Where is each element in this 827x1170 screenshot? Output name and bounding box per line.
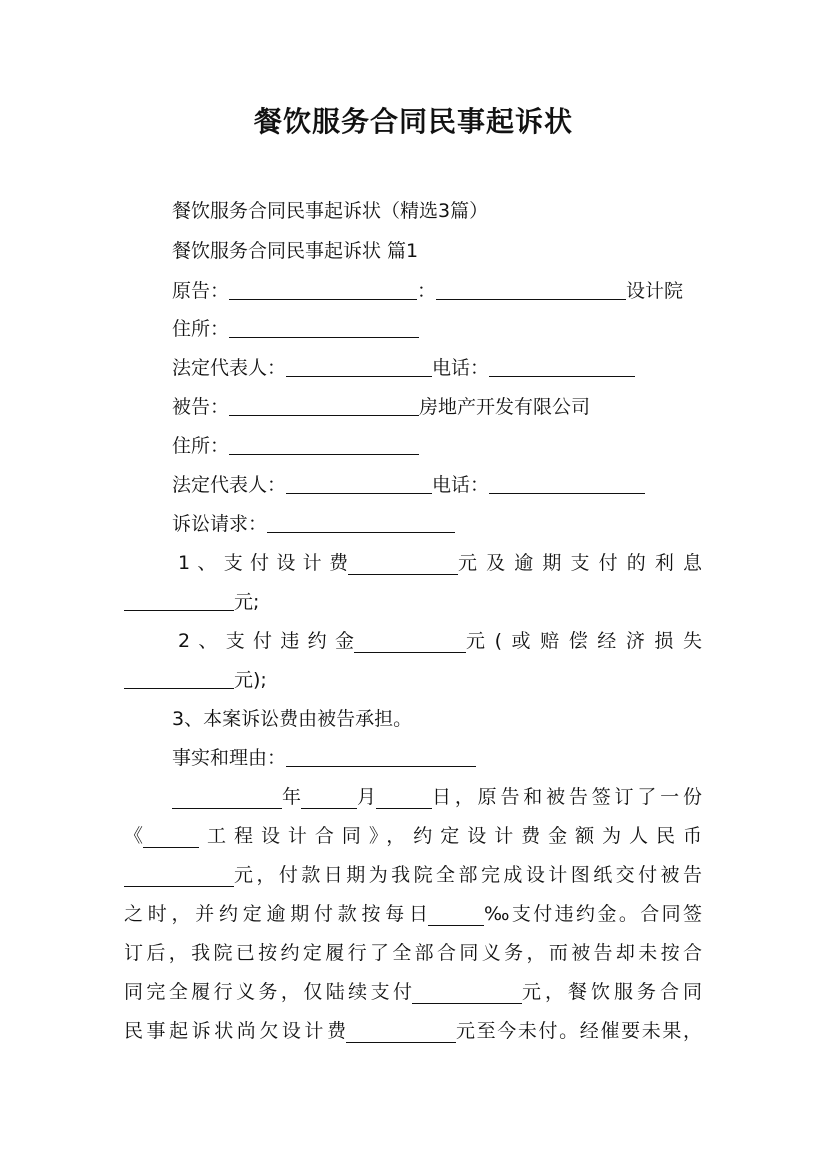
claim2-cont-line [124, 669, 267, 692]
legal-rep2-label: 法定代表人： [172, 474, 287, 496]
facts-blank [286, 747, 476, 767]
phone-label: 电话： [432, 357, 490, 379]
plaintiff-label: 原告： [172, 280, 230, 302]
claim1-line [178, 552, 702, 575]
claim1-text-c: 元; [234, 591, 260, 613]
defendant-label: 被告： [172, 396, 230, 418]
para4-text-a: 之时，并约定逾期付款按每日 [124, 903, 428, 925]
defendant-suffix: 房地产开发有限公司 [419, 396, 591, 418]
claim1-text-a: 1、支付设计费 [178, 552, 348, 574]
defendant-line [172, 396, 590, 419]
project-blank [143, 828, 199, 848]
para-line-6 [124, 981, 702, 1004]
para-line-7 [124, 1020, 702, 1043]
claim1-cont-line [124, 591, 259, 614]
document-subtitle: 餐饮服务合同民事起诉状（精选3篇） [172, 200, 489, 222]
claim3-line: 3、本案诉讼费由被告承担。 [172, 708, 413, 730]
year-label: 年 [282, 786, 302, 808]
claim1-text-b: 元及逾期支付的利息 [458, 552, 702, 574]
claims-blank [267, 513, 455, 533]
legal-rep-label: 法定代表人： [172, 357, 287, 379]
para-line-5: 订后，我院已按约定履行了全部合同义务，而被告却未按合 [124, 942, 702, 964]
claim2-line [178, 630, 702, 653]
facts-line [172, 747, 476, 770]
legal-rep-blank [286, 357, 432, 377]
claim2-text-b: 元(或赔偿经济损失 [466, 630, 702, 652]
month-blank [301, 789, 357, 809]
phone-blank [489, 357, 635, 377]
plaintiff-suffix: 设计院 [626, 280, 684, 302]
claim2-text-a: 2、支付违约金 [178, 630, 354, 652]
claim2-blank-2 [124, 669, 234, 689]
plaintiff-blank-2 [436, 280, 626, 300]
facts-label: 事实和理由： [172, 747, 287, 769]
claim2-blank-1 [354, 633, 466, 653]
owed-blank [346, 1023, 456, 1043]
phone2-blank [489, 474, 645, 494]
plaintiff-line [172, 280, 683, 303]
legal-rep2-line [172, 474, 645, 497]
year-blank [172, 789, 282, 809]
para4-text-b: ‰支付违约金。合同签 [484, 903, 702, 925]
address2-label: 住所： [172, 435, 230, 457]
address2-line [172, 435, 419, 458]
day-text: 日，原告和被告签订了一份 [432, 786, 702, 808]
para-line-2 [124, 825, 702, 848]
paid-blank [412, 984, 522, 1004]
day-blank [376, 789, 432, 809]
para2-text: 工程设计合同》，约定设计费金额为人民币 [207, 825, 702, 847]
para2-open: 《 [124, 825, 144, 847]
address-line [172, 318, 419, 341]
para7-text-b: 元至今未付。经催要未果， [456, 1020, 702, 1042]
address2-blank [229, 435, 419, 455]
claims-line [172, 513, 455, 536]
legal-rep2-blank [286, 474, 432, 494]
fee-blank [124, 867, 234, 887]
para3-text: 元，付款日期为我院全部完成设计图纸交付被告 [234, 864, 702, 886]
address-label: 住所： [172, 318, 230, 340]
para6-text-a: 同完全履行义务，仅陆续支付 [124, 981, 412, 1003]
para7-text-a: 民事起诉状尚欠设计费 [124, 1020, 346, 1042]
rate-blank [428, 906, 484, 926]
document-title: 餐饮服务合同民事起诉状 [253, 105, 573, 138]
claim2-text-c: 元); [234, 669, 267, 691]
para-line-1 [172, 786, 702, 809]
section-heading: 餐饮服务合同民事起诉状 篇1 [172, 240, 419, 262]
claim1-blank-2 [124, 591, 234, 611]
legal-rep-line [172, 357, 635, 380]
address-blank [229, 318, 419, 338]
para-line-3 [124, 864, 702, 887]
defendant-blank [229, 396, 419, 416]
plaintiff-colon: ： [417, 280, 437, 302]
month-label: 月 [357, 786, 377, 808]
claims-label: 诉讼请求： [172, 513, 268, 535]
phone2-label: 电话： [432, 474, 490, 496]
para6-text-b: 元，餐饮服务合同 [522, 981, 702, 1003]
plaintiff-blank-1 [229, 280, 417, 300]
claim1-blank-1 [348, 555, 458, 575]
para-line-4 [124, 903, 702, 926]
